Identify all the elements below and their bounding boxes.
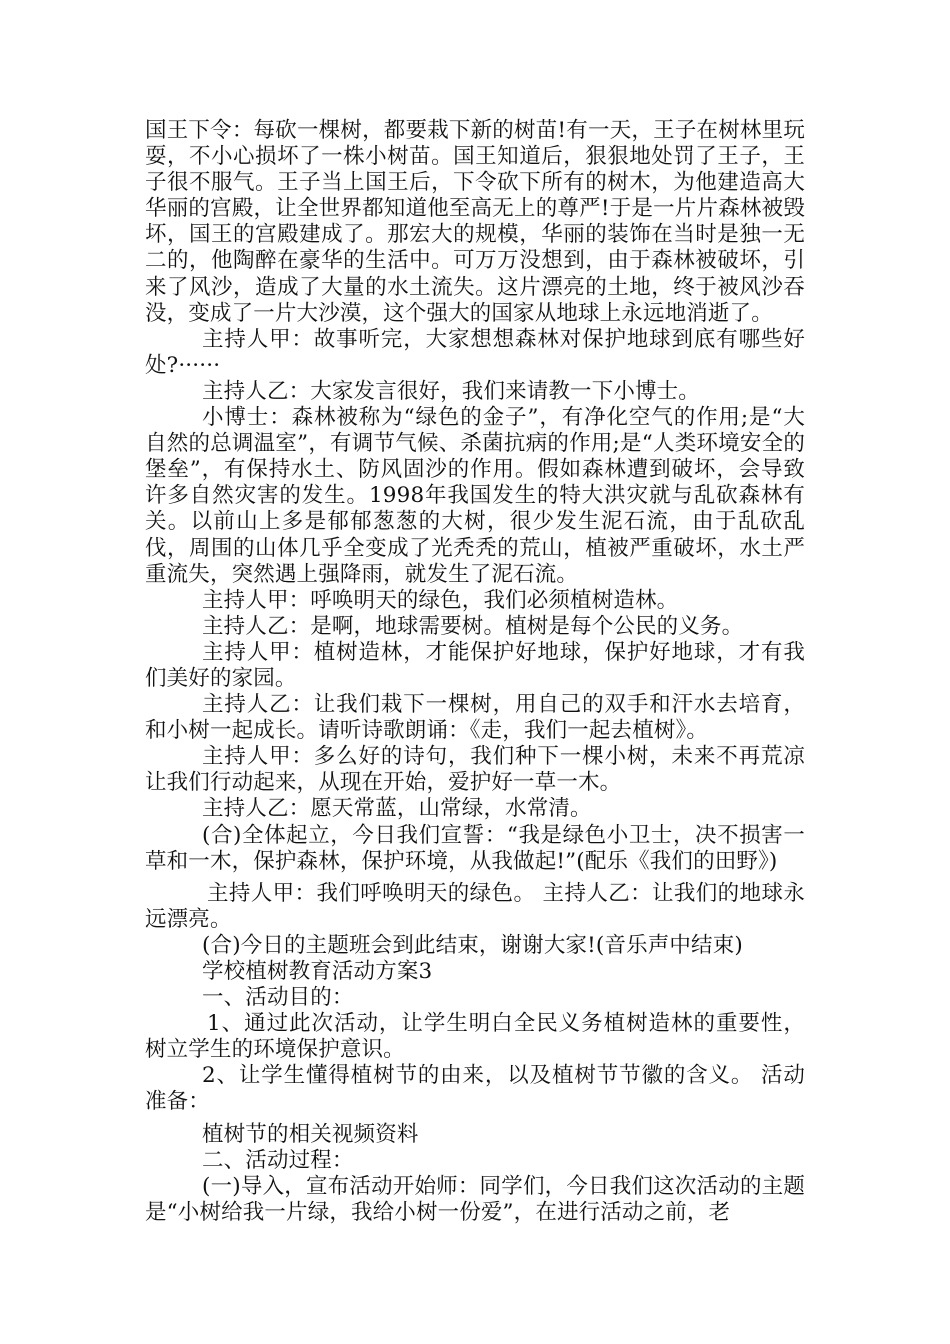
oath-paragraph: (合)全体起立，今日我们宣誓：“我是绿色小卫士，决不损害一草和一木，保护森林，保护环境，从我做起!”(配乐《我们的田野》) bbox=[145, 822, 805, 874]
closing-line: (合)今日的主题班会到此结束，谢谢大家!(音乐声中结束) bbox=[202, 932, 743, 958]
purpose-item-1: 1、通过此次活动，让学生明白全民义务植树造林的重要性，树立学生的环境保护意识。 bbox=[145, 1011, 805, 1063]
section-heading-process: 二、活动过程： bbox=[202, 1147, 354, 1173]
section-heading-purpose: 一、活动目的： bbox=[202, 985, 354, 1011]
hosts-closing-line: 主持人甲：我们呼唤明天的绿色。 主持人乙：让我们的地球永远漂亮。 bbox=[145, 880, 805, 932]
host-a-question: 主持人甲：故事听完，大家想想森林对保护地球到底有哪些好处?······ bbox=[145, 326, 805, 378]
host-b-line: 主持人乙：让我们栽下一棵树，用自己的双手和汗水去培育，和小树一起成长。请听诗歌朗诵：《走，我们一起去植树》。 bbox=[145, 692, 805, 744]
process-intro: (一)导入，宣布活动开始师：同学们，今日我们这次活动的主题是“小树给我一片绿，我给小树一份爱”，在进行活动之前，老 bbox=[145, 1173, 805, 1225]
host-a-line: 主持人甲：呼唤明天的绿色，我们必须植树造林。 bbox=[202, 587, 679, 613]
host-b-line: 主持人乙：愿天常蓝，山常绿，水常清。 bbox=[202, 796, 592, 822]
host-b-line: 主持人乙：大家发言很好，我们来请教一下小博士。 bbox=[202, 378, 700, 404]
host-a-line: 主持人甲：植树造林，才能保护好地球，保护好地球，才有我们美好的家园。 bbox=[145, 639, 805, 691]
story-paragraph: 国王下令：每砍一棵树，都要栽下新的树苗!有一天，王子在树林里玩耍，不小心损坏了一株小树苗。国王知道后，狠狠地处罚了王子，王子很不服气。王子当上国王后，下令砍下所有的树木，为他建造高大华丽的宫殿，让全世界都知道他至高无上的尊严!于是一片片森林被毁坏，国王的宫殿建成了。那宏大的规模，华丽的装饰在当时是独一无二的，他陶醉在豪华的生活中。可万万没想到，由于森林被破坏，引来了风沙，造成了大量的水土流失。这片漂亮的土地，终于被风沙吞没，变成了一片大沙漠，这个强大的国家从地球上永远地消逝了。 bbox=[145, 118, 805, 326]
purpose-item-2: 2、让学生懂得植树节的由来，以及植树节节徽的含义。 活动准备： bbox=[145, 1063, 805, 1115]
host-a-line: 主持人甲：多么好的诗句，我们种下一棵小树，未来不再荒凉让我们行动起来，从现在开始，爱护好一草一木。 bbox=[145, 744, 805, 796]
section-title: 学校植树教育活动方案3 bbox=[202, 959, 433, 984]
little-doctor-paragraph: 小博士：森林被称为“绿色的金子”，有净化空气的作用;是“大自然的总调温室”，有调节气候、杀菌抗病的作用;是“人类环境安全的堡垒”，有保持水土、防风固沙的作用。假如森林遭到破坏，会导致许多自然灾害的发生。1998年我国发生的特大洪灾就与乱砍森林有关。以前山上多是郁郁葱葱的大树，很少发生泥石流，由于乱砍乱伐，周围的山体几乎全变成了光秃秃的荒山，植被严重破坏，水土严重流失，突然遇上强降雨，就发生了泥石流。 bbox=[145, 405, 805, 587]
preparation-item: 植树节的相关视频资料 bbox=[202, 1121, 419, 1147]
host-b-line: 主持人乙：是啊，地球需要树。植树是每个公民的义务。 bbox=[202, 613, 744, 639]
document-page bbox=[145, 118, 805, 1226]
